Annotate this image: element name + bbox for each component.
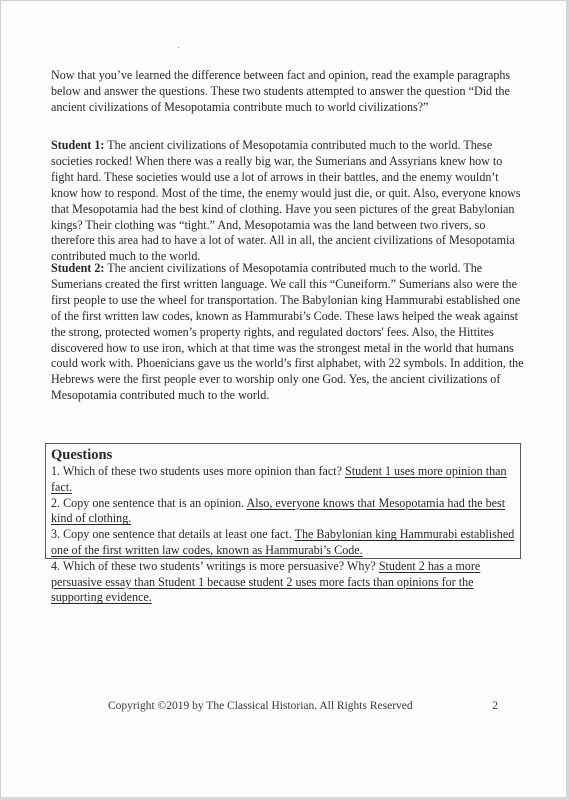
- question-text: 2. Copy one sentence that is an opinion.: [51, 495, 247, 510]
- question-item: [51, 496, 520, 528]
- answer-text: The Babylonian king Hammurabi established one of the first written law codes, known as Hammurabi’s Code.: [51, 527, 515, 557]
- copyright-text: Copyright ©2019 by The Classical Historian. All Rights Reserved: [108, 700, 413, 712]
- question-text: 1. Which of these two students uses more opinion than fact?: [51, 464, 345, 478]
- question-text: 3. Copy one sentence that details at least one fact.: [51, 527, 295, 542]
- intro-paragraph: [51, 68, 525, 116]
- intro-text: Now that you’ve learned the difference between fact and opinion, read the example paragraphs below and answer the questions. These two students attempted to answer the question “Did the ancient civilizations of Mesopotamia contribute much to world civilizations?”: [51, 68, 511, 114]
- questions-box: [45, 443, 521, 605]
- student-1-text: The ancient civilizations of Mesopotamia contributed much to the world. These societies rocked! When there was a really big war, the Sumerians and Assyrians knew how to fight hard. These societies would use a lot of arrows in their battles, and the enemy wouldn’t know how to respond. Most of the time, the enemy would just die, or quit. Also, everyone knows that Mesopotamia had the best kind of clothing. Have you seen pictures of the great Babylonian kings? Their clothing was “tight.” And, Mesopotamia was the land between two rivers, so therefore this area had to have a lot of water. All in all, the ancient civilizations of Mesopotamia contributed much to the world.: [51, 138, 521, 264]
- student-1-label: Student 1:: [51, 138, 105, 152]
- student-2-text: The ancient civilizations of Mesopotamia contributed much to the world. The Sumerians created the first written language. We call this “Cuneiform.” Sumerians also were the first people to use the wheel for transportation. The Babylonian king Hammurabi established one of the first written law codes, known as Hammurabi’s Code. These laws helped the weak against the strong, protected women’s property rights, and regulated doctors' fees. Also, the Hittites discovered how to use iron, which at that time was the strongest metal in the world that humans could work with. Phoenicians gave us the world’s first alphabet, with 22 symbols. In addition, the Hebrews were the first people ever to worship only one God. Yes, the ancient civilizations of Mesopotamia contributed much to the world.: [51, 261, 524, 403]
- answer-text: Student 2 has a more persuasive essay than Student 1 because student 2 uses more facts than opinions for the supporting evidence.: [51, 558, 481, 605]
- page-footer: [108, 700, 498, 712]
- student-2-paragraph: [51, 261, 525, 404]
- question-item: [51, 559, 520, 606]
- questions-title: Questions: [51, 447, 113, 463]
- student-2-label: Student 2:: [51, 261, 105, 275]
- question-item: [51, 464, 520, 496]
- stray-mark: ·: [177, 43, 181, 54]
- question-item: [51, 527, 520, 559]
- answer-text: Student 1 uses more opinion than fact.: [51, 464, 507, 494]
- question-text: 4. Which of these two students’ writings is more persuasive? Why?: [51, 558, 379, 573]
- answer-text: Also, everyone knows that Mesopotamia had the best kind of clothing.: [51, 495, 506, 526]
- student-1-paragraph: [51, 138, 525, 265]
- page-number: 2: [492, 700, 498, 712]
